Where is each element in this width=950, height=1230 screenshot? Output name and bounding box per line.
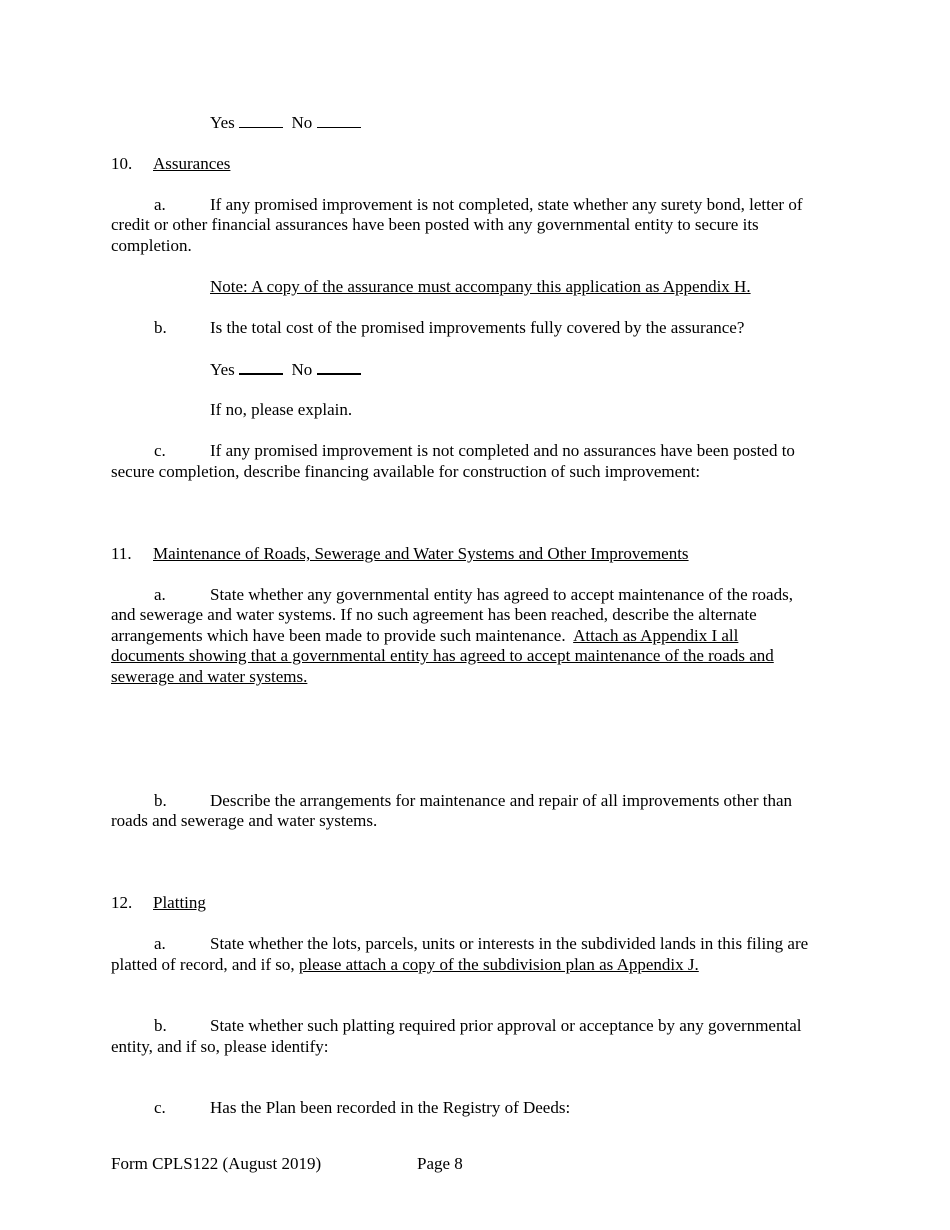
s10b-line (154, 317, 744, 338)
s12b-line2: entity, and if so, please identify: (111, 1037, 329, 1056)
section-10-heading (111, 153, 230, 174)
q9-no-label: No (291, 113, 313, 132)
section-11-title: Maintenance of Roads, Sewerage and Water Systems and Other Improvements (153, 544, 689, 563)
s12b-text1: State whether such platting required prior approval or acceptance by any governmental (210, 1016, 802, 1035)
s12a-line2 (111, 954, 699, 975)
s11a-letter: a. (154, 585, 166, 604)
s10b-yes-no (210, 358, 361, 380)
s10c-line2: secure completion, describe financing available for construction of such improvement: (111, 462, 701, 481)
s11a-line2: and sewerage and water systems. If no such agreement has been reached, describe the alternate (111, 605, 757, 624)
s10b-text: Is the total cost of the promised improvements fully covered by the assurance? (210, 318, 745, 337)
s10a-text1: If any promised improvement is not completed, state whether any surety bond, letter of (210, 195, 803, 214)
s10a-line3: completion. (111, 236, 192, 255)
section-12-title: Platting (153, 893, 206, 912)
s12a-line2-underlined: please attach a copy of the subdivision plan as Appendix J. (298, 955, 699, 974)
footer-page: Page 8 (417, 1154, 463, 1173)
section-11-number: 11. (111, 544, 132, 563)
s11b-text1: Describe the arrangements for maintenance and repair of all improvements other than (210, 791, 793, 810)
s10b-no-label: No (291, 360, 313, 379)
s12c-text: Has the Plan been recorded in the Registry of Deeds: (210, 1098, 571, 1117)
s10a-letter: a. (154, 195, 166, 214)
s10c-line1 (154, 440, 795, 461)
s10a-line2: credit or other financial assurances have been posted with any governmental entity to secure its (111, 215, 759, 234)
section-10-title: Assurances (153, 154, 231, 173)
s10-note: Note: A copy of the assurance must accompany this application as Appendix H. (210, 277, 751, 296)
s11b-line2: roads and sewerage and water systems. (111, 811, 378, 830)
s11a-text1: State whether any governmental entity has agreed to accept maintenance of the roads, (210, 585, 793, 604)
s12b-letter: b. (154, 1016, 167, 1035)
section-12-heading (111, 892, 206, 913)
s12c-letter: c. (154, 1098, 166, 1117)
s11a-line3 (111, 625, 738, 646)
s12a-line1 (154, 933, 808, 954)
q9-yes-blank[interactable] (239, 112, 283, 128)
s12c-line (154, 1097, 570, 1118)
s12b-line1 (154, 1015, 801, 1036)
s11a-line3-underlined: Attach as Appendix I all (573, 626, 739, 645)
s11a-line3-plain: arrangements which have been made to provide such maintenance. (111, 626, 574, 645)
q9-yes-label: Yes (210, 113, 235, 132)
section-11-heading (111, 543, 689, 564)
section-10-number: 10. (111, 154, 133, 173)
s10c-text1: If any promised improvement is not completed and no assurances have been posted to (210, 441, 795, 460)
s12a-text1: State whether the lots, parcels, units or interests in the subdivided lands in this filing are (210, 934, 809, 953)
s11a-line5: sewerage and water systems. (111, 667, 308, 686)
s12a-letter: a. (154, 934, 166, 953)
q9-yes-no (210, 112, 361, 133)
section-12-number: 12. (111, 893, 133, 912)
s10b-yes-blank[interactable] (239, 358, 283, 375)
s11a-line1 (154, 584, 793, 605)
s11a-line4: documents showing that a governmental entity has agreed to accept maintenance of the roads and (111, 646, 774, 665)
footer-form: Form CPLS122 (August 2019) (111, 1154, 322, 1173)
q9-no-blank[interactable] (317, 112, 361, 128)
s10c-letter: c. (154, 441, 166, 460)
s11b-letter: b. (154, 791, 167, 810)
s10b-explain: If no, please explain. (210, 400, 353, 419)
s10b-yes-label: Yes (210, 360, 235, 379)
s10a-line1 (154, 194, 802, 215)
s12a-line2-plain: platted of record, and if so, (111, 955, 299, 974)
s11b-line1 (154, 790, 792, 811)
s10b-letter: b. (154, 318, 167, 337)
s10b-no-blank[interactable] (317, 358, 361, 375)
